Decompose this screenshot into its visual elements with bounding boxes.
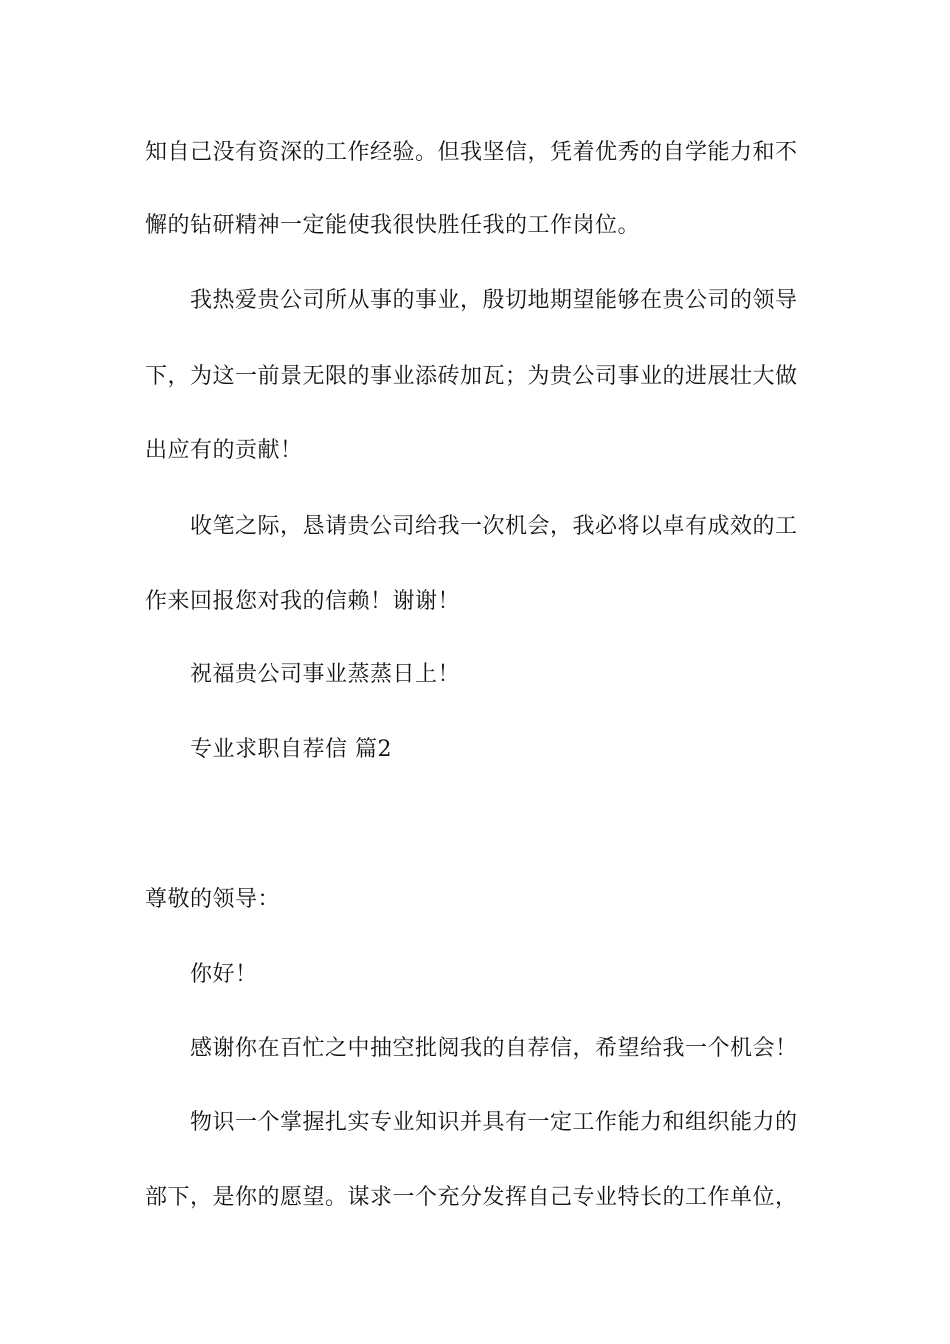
text-line: 我热爱贵公司所从事的事业，殷切地期望能够在贵公司的领导 [190,288,798,313]
text-line: 物识一个掌握扎实专业知识并具有一定工作能力和组织能力的 [190,1110,798,1135]
text-line: 下，为这一前景无限的事业添砖加瓦；为贵公司事业的进展壮大做 [145,364,798,389]
greeting: 你好！ [190,962,258,987]
text-line: 感谢你在百忙之中抽空批阅我的自荐信，希望给我一个机会！ [190,1036,798,1061]
text-line: 祝福贵公司事业蒸蒸日上！ [190,662,461,687]
text-line: 懈的钻研精神一定能使我很快胜任我的工作岗位。 [145,213,641,238]
text-line: 出应有的贡献！ [145,438,303,463]
text-line: 收笔之际，恳请贵公司给我一次机会，我必将以卓有成效的工 [190,514,798,539]
text-line: 知自己没有资深的工作经验。但我坚信，凭着优秀的自学能力和不 [145,140,798,165]
section-heading: 专业求职自荐信 篇2 [190,737,392,762]
text-line: 作来回报您对我的信赖！谢谢！ [145,589,461,614]
salutation: 尊敬的领导： [145,887,281,912]
text-line: 部下，是你的愿望。谋求一个充分发挥自己专业特长的工作单位， [145,1185,798,1210]
